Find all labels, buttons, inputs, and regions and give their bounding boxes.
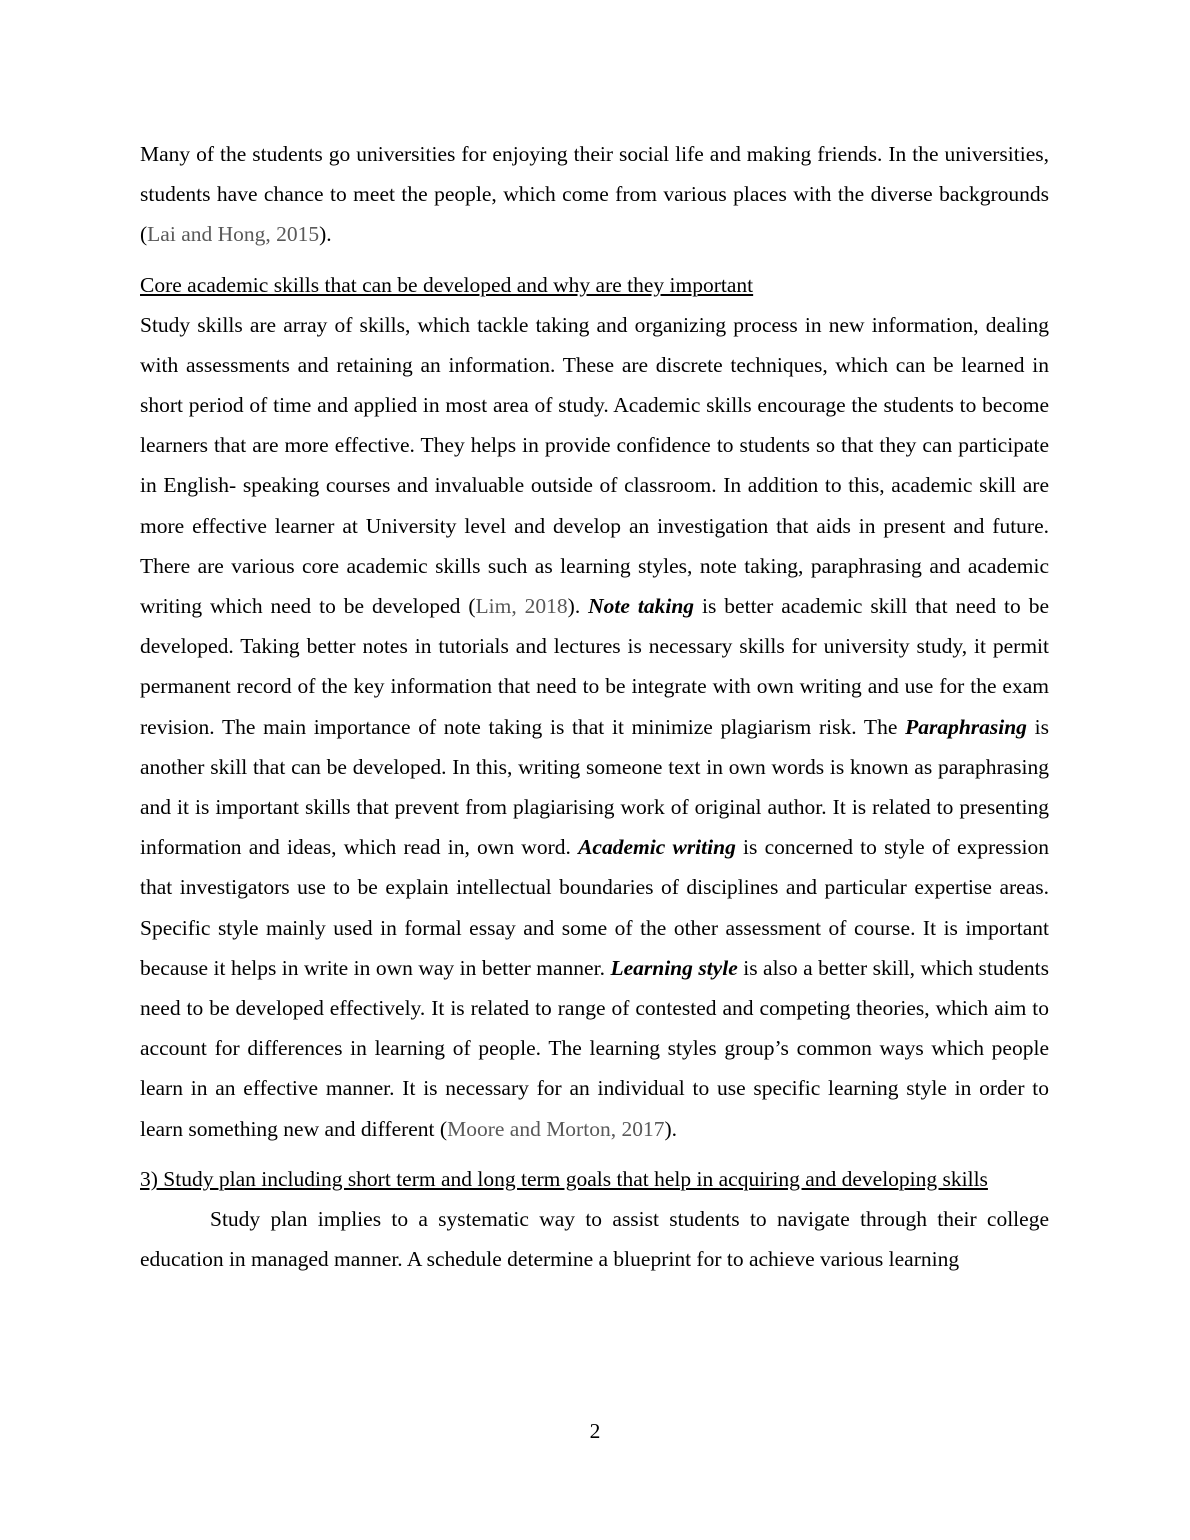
citation-lim: Lim, 2018: [475, 594, 568, 619]
citation-lai-hong: Lai and Hong, 2015: [147, 222, 320, 247]
core-text-2: ).: [567, 594, 589, 619]
term-learning-style: Learning style: [610, 955, 738, 980]
intro-end: ).: [319, 222, 332, 247]
term-note-taking: Note taking: [588, 594, 695, 619]
intro-text: Many of the students go universities for enjoying their social life and making friends. In the universities, students have chance to meet the people, which come from various places with the diverse backgrounds (: [140, 142, 1049, 247]
core-text-6: is also a better skill, which students need to be developed effectively. It is related to range of contested and competing theories, which aim to account for differences in learning of people. The learning styles group’s common ways which people learn in an effective manner. It is necessary for an individual to use specific learning style in order to learn something new and different (: [140, 955, 1049, 1141]
core-text-1: Study skills are array of skills, which tackle taking and organizing process in new information, dealing with assessments and retaining an information. These are discrete techniques, which can be learned in short period of time and applied in most area of study. Academic skills encourage the students to become learners that are more effective. They helps in provide confidence to students so that they can participate in English- speaking courses and invaluable outside of classroom. In addition to this, academic skill are more effective learner at University level and develop an investigation that aids in present and future. There are various core academic skills such as learning styles, note taking, paraphrasing and academic writing which need to be developed (: [140, 312, 1049, 619]
term-academic-writing: Academic writing: [578, 835, 736, 860]
study-plan-heading: 3) Study plan including short term and long term goals that help in acquiring and developing skills: [140, 1166, 988, 1191]
core-text-3: is better academic skill that need to be developed. Taking better notes in tutorials and lectures is necessary skills for university study, it permit permanent record of the key information that need to be integrate with own writing and use for the exam revision. The main importance of note taking is that it minimize plagiarism risk. The: [140, 594, 1050, 739]
core-skills-paragraph: [140, 305, 1049, 1149]
page-number: 2: [589, 1419, 601, 1443]
page-content: [140, 134, 1049, 1279]
core-text-5: is concerned to style of expression that investigators use to be explain intellectual boundaries of disciplines and particular expertise areas. Specific style mainly used in formal essay and some of the other assessment of course. It is important because it helps in write in own way in better manner.: [140, 835, 1050, 980]
core-text-4: is another skill that can be developed. In this, writing someone text in own words is known as paraphrasing and it is important skills that prevent from plagiarising work of original author. It is related to presenting information and ideas, which read in, own word.: [140, 714, 1049, 860]
citation-moore-morton: Moore and Morton, 2017: [447, 1116, 665, 1141]
core-skills-heading: Core academic skills that can be developed and why are they important: [140, 272, 754, 297]
term-paraphrasing: Paraphrasing: [905, 714, 1027, 739]
study-plan-paragraph: Study plan implies to a systematic way to assist students to navigate through their college education in managed manner. A schedule determine a blueprint for to achieve various learning: [140, 1206, 1049, 1272]
intro-paragraph: [140, 134, 1049, 255]
core-text-7: ).: [664, 1116, 677, 1141]
